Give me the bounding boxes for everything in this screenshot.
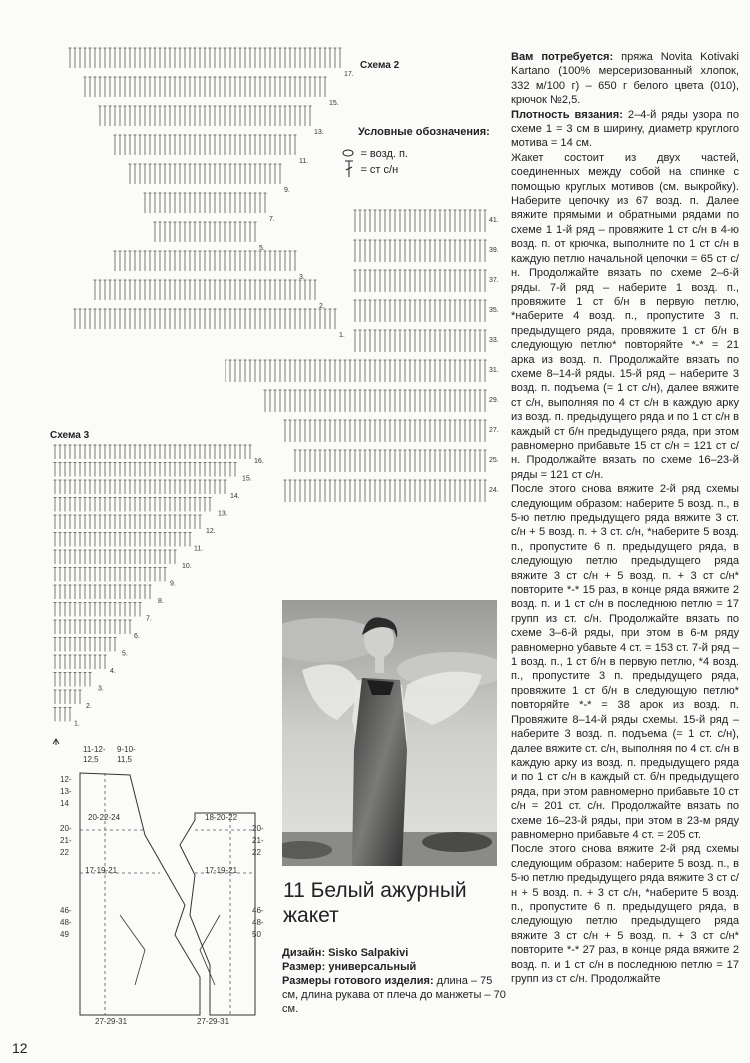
row-number: 5. — [259, 245, 265, 252]
row-number: 16. — [254, 458, 264, 465]
row-number: 29. — [489, 397, 499, 404]
row-number: 14. — [230, 493, 240, 500]
pattern-bottom-2: 27-29-31 — [197, 1017, 230, 1026]
row-number: 41. — [489, 217, 499, 224]
dims-label: Размеры готового изделия: — [282, 975, 434, 987]
row-number: 35. — [489, 307, 499, 314]
size-value: универсальный — [325, 961, 417, 973]
pattern-width-1: 11-12-12,5 — [83, 745, 106, 764]
product-credits — [282, 946, 507, 1016]
article-paragraph: Вам потребуется: пряжа Novita Kotivaki Kartano (100% мерсеризованный хлопок, 332 м/100 г) – 650 г белого цвета (010), крючок №2,5. — [511, 51, 740, 107]
double-crochet-icon — [342, 160, 356, 178]
row-number: 17. — [344, 71, 354, 78]
row-number: 4. — [110, 668, 116, 675]
pattern-inner-4: 17-19-21 — [205, 866, 238, 875]
row-number: 3. — [299, 274, 305, 281]
row-number: 10. — [182, 563, 192, 570]
pattern-inner-3: 18-20-22 — [205, 813, 238, 822]
row-number: 11. — [194, 545, 204, 553]
pattern-bottom-1: 27-29-31 — [95, 1017, 128, 1026]
row-number: 15. — [329, 100, 339, 107]
article-paragraph: После этого снова вяжите 2-й ряд схемы следующим образом: наберите 5 возд. п., в 5-ю петлю предыдущего ряда вяжите 3 ст с/н + 5 возд. п. + 3 ст с/н, *наберите 5 возд. п., пропустите 6 п. предыдущего ряда, в следующую петлю предыдущего ряда вяжите 3 ст с/н + 5 возд. п. + 3 ст с/н* повторите *-* 27 раз, в конце ряда вяжите 2 возд. п. и 1 ст с/н в последнюю петлю = 17 групп из ст с/н. Продолжайте — [511, 843, 739, 985]
pattern-inner-1: 20-22-24 — [88, 813, 121, 822]
size-label: Размер: — [282, 961, 326, 973]
scheme-3-label: Схема 3 — [50, 430, 90, 441]
row-number: 31. — [489, 367, 499, 374]
legend-item-dc — [342, 160, 398, 178]
legend-item-chain-text: = возд. п. — [360, 148, 408, 160]
designer-name: Sisko Salpakivi — [325, 947, 409, 959]
garment-pattern — [50, 735, 280, 1035]
row-number: 9. — [170, 580, 176, 588]
legend-item-dc-text: = ст с/н — [360, 164, 399, 177]
pattern-right-1: 20-21-22 — [252, 824, 264, 857]
row-number: 7. — [269, 216, 275, 223]
pattern-left-1: 12- — [60, 775, 72, 784]
row-number: 9. — [284, 187, 290, 194]
pattern-width-2: 9-10-11,5 — [117, 745, 136, 764]
pattern-left-3: 14 — [60, 799, 69, 808]
pattern-left-4: 20-21-22 — [60, 824, 72, 857]
row-number: 15. — [242, 475, 252, 483]
article-text — [511, 50, 739, 986]
legend-title: Условные обозначения: — [358, 126, 490, 138]
row-number: 33. — [489, 337, 499, 344]
row-number: 6. — [134, 633, 140, 640]
row-number: 3. — [98, 685, 104, 693]
row-number: 5. — [122, 650, 128, 658]
row-number: 7. — [146, 615, 152, 623]
model-photo — [282, 600, 497, 866]
row-number: 8. — [158, 598, 164, 605]
row-number: 37. — [489, 277, 499, 284]
row-number: 2. — [86, 703, 92, 710]
article-paragraph: Плотность вязания: 2–4-й ряды узора по схеме 1 = 3 см в ширину, диаметр круглого мотива = 14 см. — [511, 108, 739, 150]
row-number: 39. — [489, 247, 499, 254]
dims-value: длина – 75 см, длина рукава от плеча до манжеты – 70 см. — [282, 975, 506, 1015]
row-number: 27. — [489, 427, 499, 434]
row-number: 2. — [319, 303, 325, 310]
row-number: 1. — [74, 720, 80, 728]
article-paragraph: После этого снова вяжите 2-й ряд схемы следующим образом: наберите 5 возд. п., в 5-ю петлю предыдущего ряда вяжите 3 ст. с/н + 5 возд. п. + 3 ст. с/н, *наберите 5 возд. п., пропустите 6 п. предыдущего ряда, в следующую петлю предыдущего ряда вяжите 3 ст с/н + 5 возд. п. + 3 ст с/н* повторите *-* 15 раз, в конце ряда вяжите 2 возд. п. и 1 ст с/н в последнюю петлю = 17 групп из ст. с/н. Продолжайте вязать по схеме 3–6-й ряды, при этом в 6-м ряду равномерно убавьте 4 ст. = 153 ст. 7-й ряд – 1 возд. п., 1 ст б/н в первую петлю, *4 возд. п., пропустите 3 п. предыдущего ряда, провяжите 1 ст б/н в следующую петлю* повторяйте *-* = 38 арок из возд. п. Провяжите 8–14-й ряды схемы. 15-й ряд – наберите 3 возд. п. подъема (= 1 ст. с/н), далее вяжите ст. с/н, выполняя по 4 ст. с/н в каждую арку из возд. п. предыдущего ряда и по 1 ст с/н в каждый ст. б/н предыдущего ряда, при этом равномерно прибавьте 10 ст с/н = 201 ст. с/н. Продолжайте вязать по схеме 16–23-й ряды, при этом в 23-м ряду равномерно прибавьте 4 ст. = 205 ст. — [511, 483, 739, 841]
row-number: 24. — [489, 487, 499, 494]
product-title: 11 Белый ажурный жакет — [283, 879, 467, 927]
pattern-left-5: 46-48-49 — [60, 906, 72, 939]
article-paragraph: Жакет состоит из двух частей, соединенных между собой на спинке с помощью круглых мотивов (см. выкройку). Наберите цепочку из 67 возд. п. Далее вяжите прямыми и обратными рядами по схеме 1 1-й ряд – провяжите 1 ст с/н в 4-ю возд. п. от крючка, выполните по 1 ст с/н в каждую петлю начальной цепочки = 65 ст с/н. Продолжайте вязать по схеме 2–6-й ряды. 7-й ряд – наберите 1 возд. п., провяжите 1 ст б/н в первую петлю, *наберите 4 возд. п., пропустите 3 п. предыдущего ряда, провяжите 1 ст б/н в следующую петлю* повторяйте *-* = 21 арка из возд. п. Продолжайте вязать по схеме 8–14-й ряды. 15-й ряд – наберите 3 возд. п. подъема (= 1 ст с/н), далее вяжите ст с/н, выполняя по 4 ст с/н в каждую арку из возд. п. предыдущего ряда и по 1 ст с/н в каждый ст б/н предыдущего ряда, при этом равномерно прибавьте 15 ст с/н = 121 ст с/н. Продолжайте вязать по схеме 16–23-й ряды = 121 ст с/н. — [511, 151, 739, 481]
row-number: 12. — [206, 528, 216, 535]
model-photo-image — [282, 600, 497, 866]
row-number: 1. — [339, 332, 345, 339]
page-number: 12 — [12, 1040, 28, 1056]
scheme-3-chart — [50, 440, 275, 750]
row-number: 25. — [489, 457, 499, 464]
pattern-left-2: 13- — [60, 787, 72, 796]
scheme-2-label: Схема 2 — [360, 60, 400, 71]
row-number: 13. — [218, 510, 228, 518]
pattern-inner-2: 17-19-21 — [85, 866, 118, 875]
row-number: 11. — [299, 158, 309, 165]
designer-label: Дизайн: — [282, 947, 326, 959]
row-number: 13. — [314, 129, 324, 136]
pattern-right-2: 46-48-50 — [252, 906, 264, 939]
chain-stitch-icon — [342, 147, 356, 159]
